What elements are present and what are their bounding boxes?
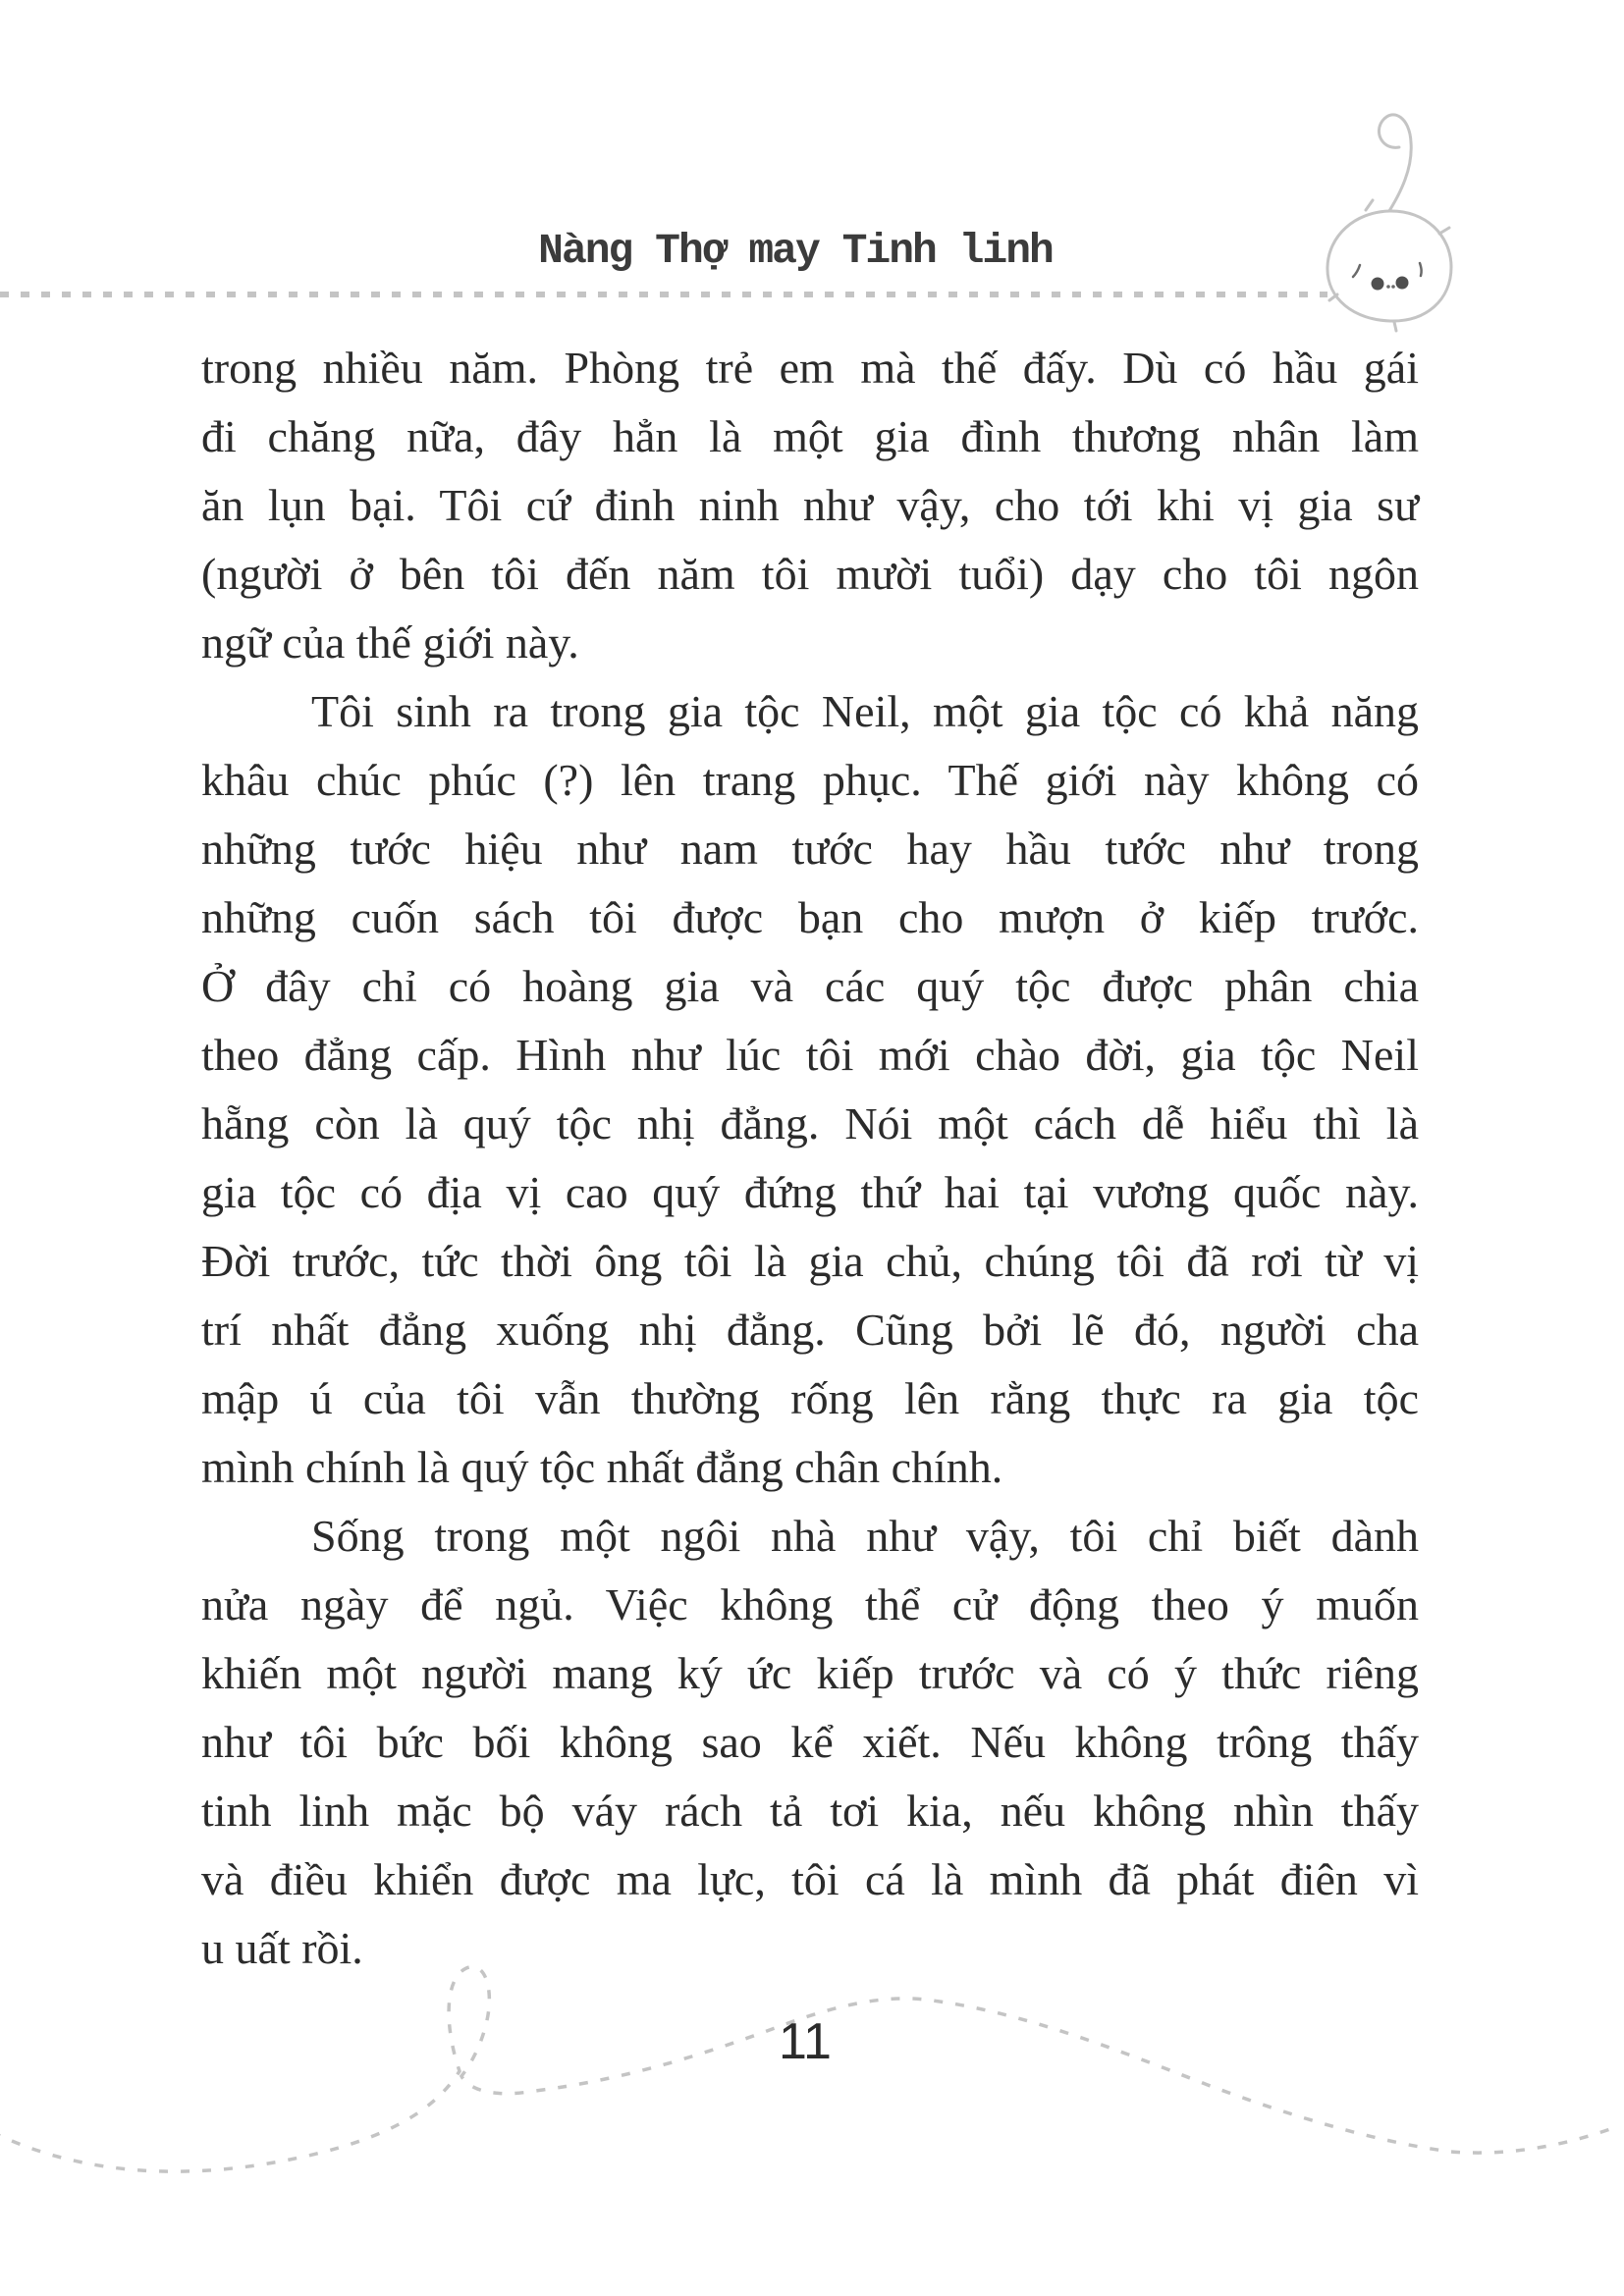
text-line: và điều khiển được ma lực, tôi cá là mình đã phát điên vì: [201, 1854, 1419, 1904]
text-line: u uất rồi.: [201, 1923, 363, 1973]
text-line: Tôi sinh ra trong gia tộc Neil, một gia tộc có khả năng: [311, 686, 1419, 736]
text-line: Ở đây chỉ có hoàng gia và các quý tộc được phân chia: [201, 961, 1419, 1011]
text-line: trong nhiều năm. Phòng trẻ em mà thế đấy. Dù có hầu gái: [201, 343, 1419, 393]
text-line: khiến một người mang ký ức kiếp trước và có ý thức riêng: [201, 1648, 1419, 1698]
doodle-outline: [1327, 115, 1451, 331]
text-line: những cuốn sách tôi được bạn cho mượn ở kiếp trước.: [201, 892, 1419, 942]
text-line: khâu chúc phúc (?) lên trang phục. Thế giới này không có: [201, 755, 1419, 805]
text-line: như tôi bức bối không sao kể xiết. Nếu không trông thấy: [201, 1717, 1419, 1767]
stitched-thread-wave-icon: [0, 1949, 1624, 2214]
chapter-title: Nàng Thợ may Tinh linh: [538, 227, 1053, 275]
text-line: tinh linh mặc bộ váy rách tả tơi kia, nếu không nhìn thấy: [201, 1786, 1419, 1836]
text-line: hẵng còn là quý tộc nhị đẳng. Nói một cách dễ hiểu thì là: [201, 1098, 1419, 1148]
dashed-line: [0, 292, 1327, 297]
text-line: trí nhất đẳng xuống nhị đẳng. Cũng bởi lẽ đó, người cha: [201, 1305, 1419, 1355]
text-line: ăn lụn bại. Tôi cứ đinh ninh như vậy, cho tới khi vị gia sư: [201, 480, 1419, 530]
text-line: Sống trong một ngôi nhà như vậy, tôi chỉ biết dành: [311, 1511, 1419, 1561]
text-line: (người ở bên tôi đến năm tôi mười tuổi) dạy cho tôi ngôn: [201, 549, 1419, 599]
text-line: mình chính là quý tộc nhất đẳng chân chính.: [201, 1442, 1003, 1492]
text-line: nửa ngày để ngủ. Việc không thể cử động theo ý muốn: [201, 1579, 1419, 1629]
spirit-ball-doodle-icon: [1257, 79, 1542, 363]
body-text: [201, 342, 1419, 1991]
text-line: gia tộc có địa vị cao quý đứng thứ hai tại vương quốc này.: [201, 1167, 1419, 1217]
text-line: đi chăng nữa, đây hẳn là một gia đình thương nhân làm: [201, 411, 1419, 461]
text-line: Đời trước, tức thời ông tôi là gia chủ, chúng tôi đã rơi từ vị: [201, 1236, 1419, 1286]
text-line: mập ú của tôi vẫn thường rống lên rằng thực ra gia tộc: [201, 1373, 1419, 1423]
text-line: những tước hiệu như nam tước hay hầu tước như trong: [201, 824, 1419, 874]
text-line: ngữ của thế giới này.: [201, 617, 579, 667]
text-line: theo đẳng cấp. Hình như lúc tôi mới chào đời, gia tộc Neil: [201, 1030, 1419, 1080]
page-number: 11: [779, 2013, 832, 2070]
